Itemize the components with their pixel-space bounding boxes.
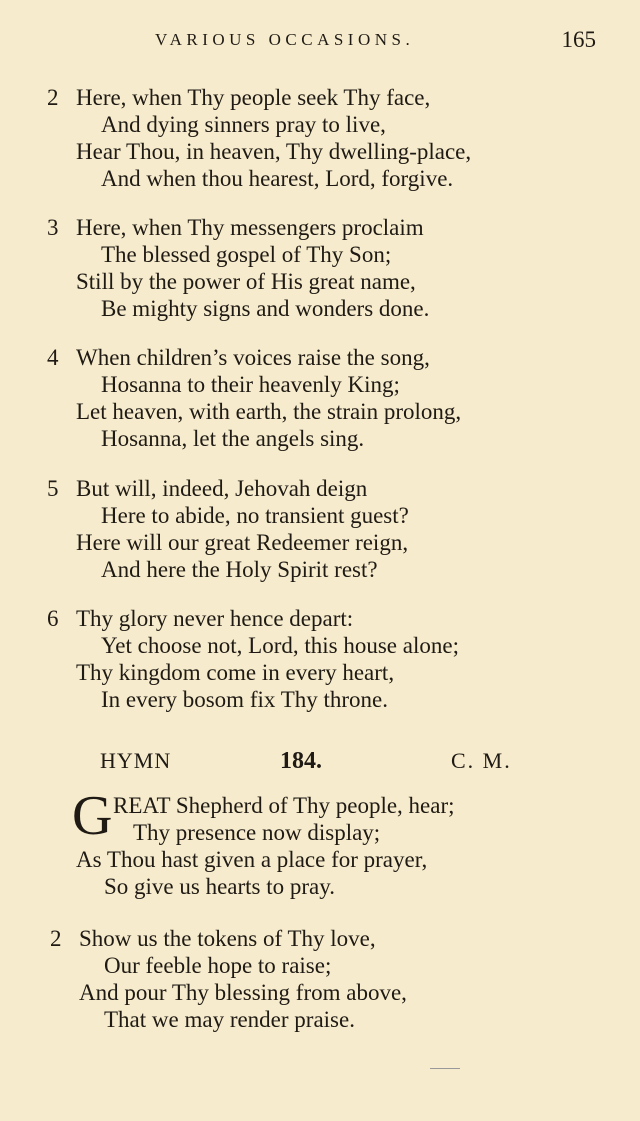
verse-line: But will, indeed, Jehovah deign [76,476,368,501]
stanza-number: 6 [47,606,59,631]
verse-line: And when thou hearest, Lord, forgive. [101,166,454,191]
verse-line: Thy presence now display; [133,820,381,845]
verse-line: Thy glory never hence depart: [76,606,354,631]
verse-line: Here, when Thy messengers proclaim [76,215,424,240]
verse-line: Our feeble hope to raise; [104,953,332,978]
verse-line: So give us hearts to pray. [104,874,336,899]
verse-line: Here to abide, no transient guest? [101,503,409,528]
verse-line: REAT Shepherd of Thy people, hear; [113,793,455,818]
verse-line: And here the Holy Spirit rest? [101,557,378,582]
verse-line: As Thou hast given a place for prayer, [76,847,428,872]
verse-line: Still by the power of His great name, [76,269,416,294]
verse-line: Hear Thou, in heaven, Thy dwelling-place, [76,139,472,164]
verse-line: And pour Thy blessing from above, [79,980,407,1005]
print-mark [430,1068,460,1069]
verse-line: Yet choose not, Lord, this house alone; [101,633,459,658]
drop-cap: G [72,785,113,847]
page-number: 165 [561,27,596,52]
verse-line: And dying sinners pray to live, [101,112,386,137]
verse-line: That we may render praise. [104,1007,355,1032]
verse-line: In every bosom fix Thy throne. [101,687,389,712]
verse-line: When children’s voices raise the song, [76,345,430,370]
stanza-number: 4 [47,345,59,370]
verse-line: Hosanna to their heavenly King; [101,372,400,397]
verse-line: Show us the tokens of Thy love, [79,926,376,951]
verse-line: The blessed gospel of Thy Son; [101,242,392,267]
stanza-number: 2 [50,926,62,951]
verse-line: Here, when Thy people seek Thy face, [76,85,431,110]
hymn-number: 184. [280,748,322,774]
running-head: VARIOUS OCCASIONS. [155,30,415,49]
verse-line: Let heaven, with earth, the strain prolong, [76,399,462,424]
verse-line: Thy kingdom come in every heart, [76,660,395,685]
hymn-meter: C. M. [451,748,512,773]
verse-line: Hosanna, let the angels sing. [101,426,365,451]
stanza-number: 3 [47,215,59,240]
verse-line: Here will our great Redeemer reign, [76,530,409,555]
stanza-number: 5 [47,476,59,501]
hymn-label: HYMN [100,748,172,773]
verse-line: Be mighty signs and wonders done. [101,296,430,321]
stanza-number: 2 [47,85,59,110]
hymn-header [0,748,640,780]
